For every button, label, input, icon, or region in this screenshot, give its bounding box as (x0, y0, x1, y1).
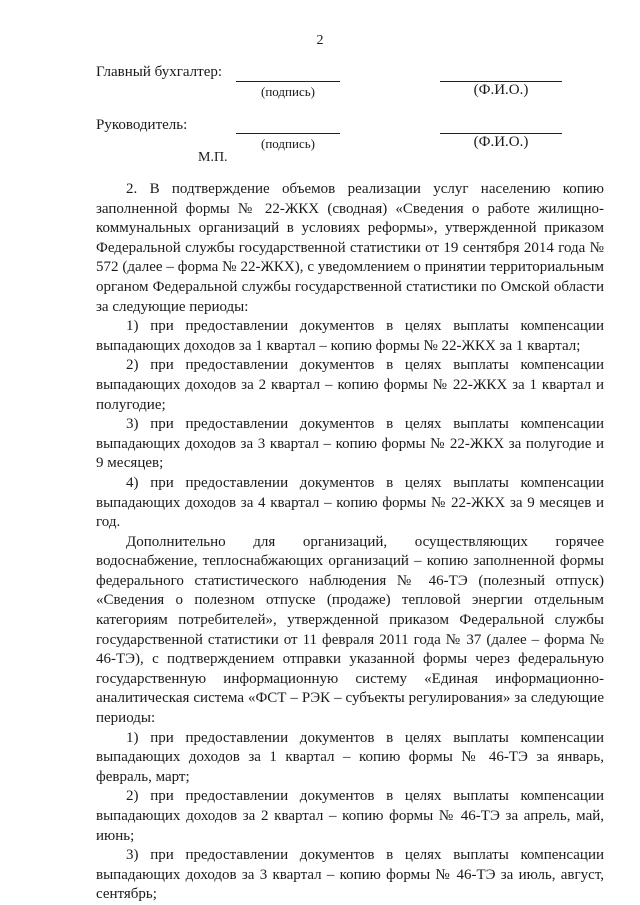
director-label: Руководитель: (96, 117, 188, 133)
paragraph-sub-4: 4) при предоставлении документов в целях выплаты компенсации выпадающих доходов за 4 квартал – копию формы № 22-ЖКХ за 9 месяцев и год. (96, 474, 604, 531)
accountant-signature-caption: (подпись) (261, 84, 315, 99)
paragraph-item-2: 2. В подтверждение объемов реализации услуг населению копию заполненной формы № 22-ЖКХ (сводная) «Сведения о работе жилищно-коммунальных организаций в условиях реформы», утвержденной приказом Федеральной службы государственной статистики от 19 сентября 2014 года № 572 (далее – форма № 22-ЖКХ), с уведомлением о принятии территориальным органом Федеральной службы государственной статистики по Омской области за следующие периоды: (96, 181, 604, 315)
accountant-signature-line (236, 81, 340, 82)
paragraph-sub-2: 2) при предоставлении документов в целях выплаты компенсации выпадающих доходов за 2 квартал – копию формы № 22-ЖКХ за 1 квартал и полугодие; (96, 357, 604, 413)
paragraph-sub-1: 1) при предоставлении документов в целях выплаты компенсации выпадающих доходов за 1 квартал – копию формы № 22-ЖКХ за 1 квартал; (96, 318, 604, 354)
director-signature-line (236, 133, 340, 134)
director-signature-caption: (подпись) (261, 136, 315, 151)
paragraph-46te-sub-3: 3) при предоставлении документов в целях выплаты компенсации выпадающих доходов за 3 квартал – копию формы № 46-ТЭ за июль, август, сентябрь; (96, 847, 604, 903)
paragraph-additional: Дополнительно для организаций, осуществляющих горячее водоснабжение, теплоснабжающих организаций – копию заполненной формы федерального статистического наблюдения № 46-ТЭ (полезный отпуск) «Сведения о полезном отпуске (продаже) тепловой энергии отдельным категориям потребителей», утвержденной приказом Федеральной службы государственной статистики от 11 февраля 2011 года № 37 (далее – форма № 46-ТЭ), с подтверждением отправки указанной формы через федеральную государственную информационную систему «Единая информационно-аналитическая система «ФСТ – РЭК – субъекты регулирования» за следующие периоды: (96, 533, 604, 727)
paragraph-46te-sub-1: 1) при предоставлении документов в целях выплаты компенсации выпадающих доходов за 1 квартал – копию формы № 46-ТЭ за январь, февраль, март; (96, 729, 604, 785)
document-body (96, 180, 604, 905)
chief-accountant-label: Главный бухгалтер: (96, 64, 223, 80)
accountant-name-caption: (Ф.И.О.) (473, 82, 529, 98)
page-number: 2 (316, 33, 324, 48)
director-name-caption: (Ф.И.О.) (473, 134, 529, 150)
paragraph-sub-3: 3) при предоставлении документов в целях выплаты компенсации выпадающих доходов за 3 квартал – копию формы № 22-ЖКХ за полугодие и 9 месяцев; (96, 416, 604, 472)
stamp-place-label: М.П. (198, 150, 228, 165)
paragraph-46te-sub-2: 2) при предоставлении документов в целях выплаты компенсации выпадающих доходов за 2 квартал – копию формы № 46-ТЭ за апрель, май, июнь; (96, 788, 604, 844)
